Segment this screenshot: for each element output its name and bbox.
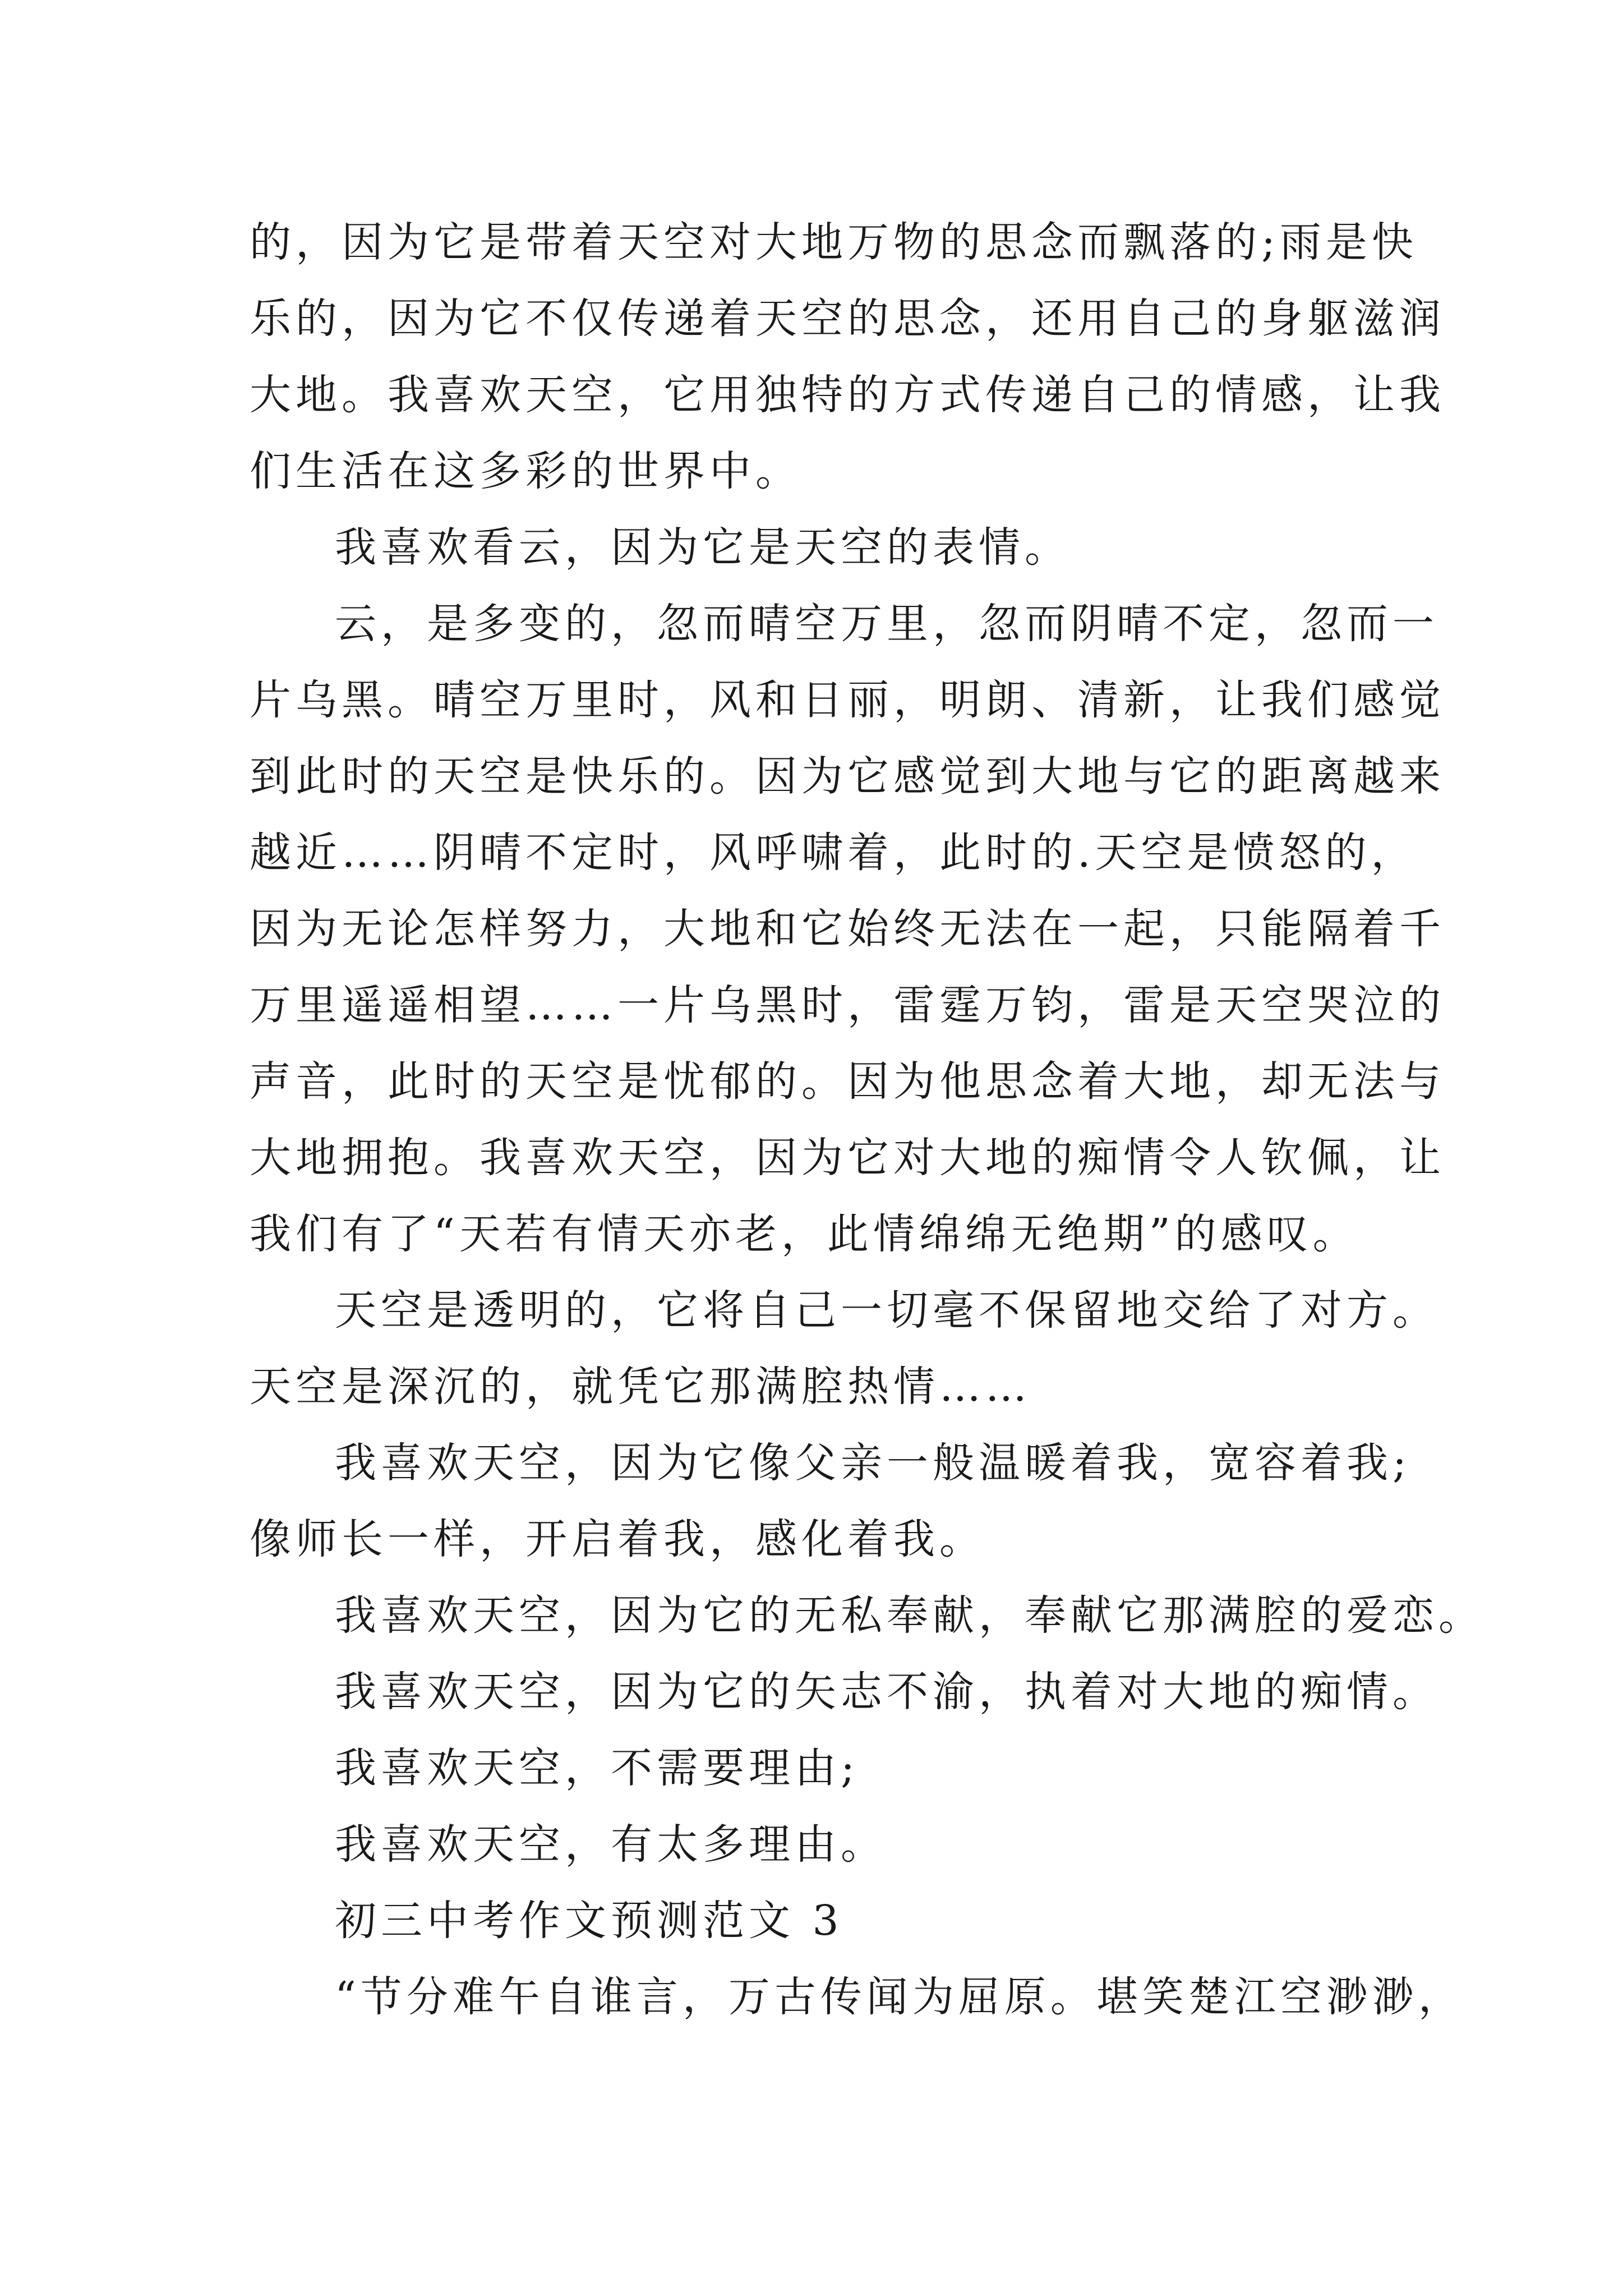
text-line: 我喜欢天空，有太多理由。 bbox=[335, 1820, 887, 1869]
text-line: 我喜欢天空，因为它的无私奉献，奉献它那满腔的爱恋。 bbox=[335, 1591, 1484, 1640]
text-line: 天空是深沉的，就凭它那满腔热情…… bbox=[250, 1363, 1031, 1411]
text-line: 到此时的天空是快乐的。因为它感觉到大地与它的距离越来 bbox=[250, 752, 1445, 800]
text-line: 乐的，因为它不仅传递着天空的思念，还用自己的身躯滋润 bbox=[250, 295, 1445, 343]
text-line: 片乌黑。晴空万里时，风和日丽，明朗、清新，让我们感觉 bbox=[250, 676, 1445, 724]
text-line: 万里遥遥相望……一片乌黑时，雷霆万钧，雷是天空哭泣的 bbox=[250, 981, 1445, 1029]
text-line: 们生活在这多彩的世界中。 bbox=[250, 447, 801, 495]
text-line: 的，因为它是带着天空对大地万物的思念而飘落的;雨是快 bbox=[250, 218, 1418, 266]
text-line: “节分难午自谁言，万古传闻为屈原。堪笑楚江空渺渺， bbox=[335, 1973, 1464, 2021]
text-line: 因为无论怎样努力，大地和它始终无法在一起，只能隔着千 bbox=[250, 905, 1445, 953]
section-heading: 初三中考作文预测范文 3 bbox=[335, 1897, 843, 1945]
text-line: 声音，此时的天空是忧郁的。因为他思念着大地，却无法与 bbox=[250, 1057, 1445, 1106]
text-line: 我喜欢天空，因为它像父亲一般温暖着我，宽容着我; bbox=[335, 1439, 1411, 1487]
text-line: 天空是透明的，它将自己一切毫不保留地交给了对方。 bbox=[335, 1286, 1438, 1335]
text-line: 大地。我喜欢天空，它用独特的方式传递自己的情感，让我 bbox=[250, 371, 1445, 419]
text-line: 云，是多变的，忽而晴空万里，忽而阴晴不定，忽而一 bbox=[335, 600, 1438, 648]
text-line: 大地拥抱。我喜欢天空，因为它对大地的痴情令人钦佩，让 bbox=[250, 1134, 1445, 1182]
text-line: 像师长一样，开启着我，感化着我。 bbox=[250, 1515, 985, 1563]
text-line: 我们有了“天若有情天亦老，此情绵绵无绝期”的感叹。 bbox=[250, 1210, 1359, 1258]
text-line: 越近……阴晴不定时，风呼啸着，此时的.天空是愤怒的， bbox=[250, 829, 1417, 877]
text-line: 我喜欢看云，因为它是天空的表情。 bbox=[335, 523, 1071, 572]
text-line: 我喜欢天空，不需要理由; bbox=[335, 1744, 859, 1792]
text-line: 我喜欢天空，因为它的矢志不渝，执着对大地的痴情。 bbox=[335, 1668, 1438, 1716]
